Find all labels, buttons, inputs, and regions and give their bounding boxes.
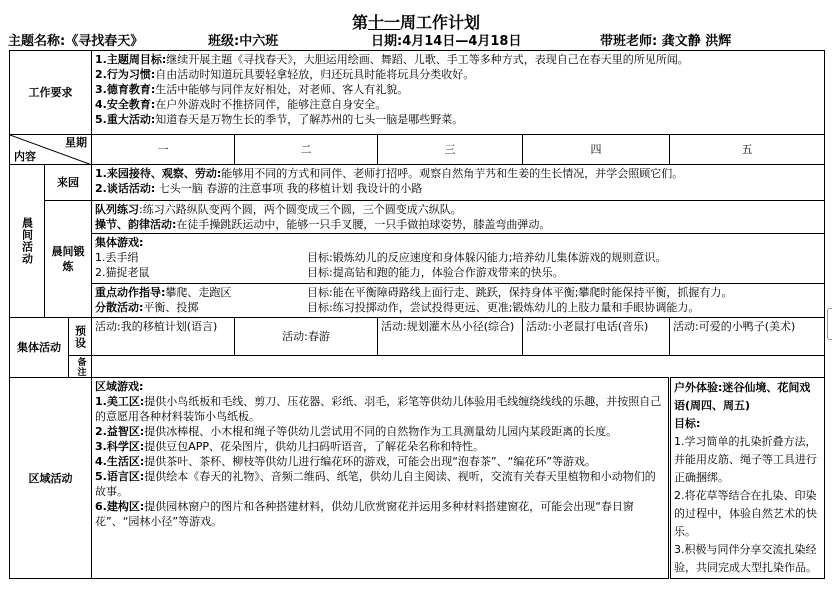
area-item: 3.科学区:提供豆包APP、花朵图片，供幼儿扫码听语音，了解花朵名称和特性。 <box>95 440 485 453</box>
group-activity-label: 集体活动 <box>10 318 69 378</box>
day-monday: 一 <box>92 135 235 165</box>
week-number: 十一 <box>367 13 400 32</box>
note-content <box>92 356 825 378</box>
activity-friday: 活动:可爱的小鸭子(美术) <box>670 318 825 356</box>
area-item: 6.建构区:提供园林窗户的图片和各种搭建材料，供幼儿欣赏窗花并运用多种材料搭建窗花，可能会出现“春日窗花”、“园林小径”等游戏。 <box>95 500 634 528</box>
note-label: 备注 <box>69 356 92 378</box>
week-label: 星期 <box>65 136 87 149</box>
requirement-item: 2.行为习惯:自由活动时知道玩具要轻拿轻放，归还玩具时能将玩具分类收好。 <box>95 68 475 81</box>
content-label: 内容 <box>14 150 36 163</box>
area-item: 5.语言区:提供绘本《春天的礼物》、音频二维码、纸笔，供幼儿自主阅读、视听，交流有关春天里植物和小动物们的故事。 <box>95 470 656 498</box>
requirement-item: 1.主题周目标:继续开展主题《寻找春天》，大胆运用绘画、舞蹈、儿歌、手工等多种方式，表现自己在春天里的所见所闻。 <box>95 53 689 66</box>
day-tuesday: 二 <box>235 135 378 165</box>
activity-tuesday: 活动:春游 <box>235 318 378 356</box>
group-games-content: 集体游戏: 1.丢手绢 目标:锻炼幼儿的反应速度和身体躲闪能力;培养幼儿集体游戏的规则意识。 2.猫捉老鼠 目标:提高钻和跑的能力，体验合作游戏带来的快乐。 <box>92 234 825 284</box>
date-range: 日期:4月14日—4月18日 <box>371 34 522 49</box>
day-wednesday: 三 <box>378 135 523 165</box>
area-item: 4.生活区:提供茶叶、茶杯、柳枝等供幼儿进行编花环的游戏，可能会出现“泡春茶”、“编花环”等游戏。 <box>95 455 597 468</box>
activity-monday: 活动:我的移植计划(语言) <box>92 318 235 356</box>
morning-label: 晨间活动 <box>10 165 45 318</box>
requirement-item: 4.安全教育:在户外游戏时不推挤同伴，能够注意自身安全。 <box>95 98 387 111</box>
preset-label: 预设 <box>69 318 92 356</box>
skills-content: 重点动作指导:攀爬、走跑区 目标:能在平衡障碍路线上面行走、跳跃，保持身体平衡;攀爬时能保持平衡，抓握有力。 分散活动:平衡、投掷 目标:练习投掷动作，尝试投得更远、更准;锻炼幼儿的上肢力量和手眼协调能力。 <box>92 284 825 318</box>
arrival-label: 来园 <box>45 165 92 201</box>
day-thursday: 四 <box>523 135 670 165</box>
requirement-item: 3.德育教育:生活中能够与同伴友好相处，对老师、客人有礼貌。 <box>95 83 409 96</box>
week-content-header <box>10 135 92 165</box>
requirements-content <box>92 51 825 135</box>
outdoor-content: 户外体验:迷谷仙境、花间戏语(周四、周五) 目标: 1.学习简单的扎染折叠方法，并能用皮筋、绳子等工具进行正确捆绑。 2.将花草等结合在扎染、印染的过程中，体验自然艺术的快乐。 3.积极与同伴分享交流扎染经验，共同完成大型扎染作品。 <box>670 378 825 579</box>
activity-wednesday: 活动:规划灌木丛小径(综合) <box>378 318 523 356</box>
page-title: 第十一周工作计划 <box>351 13 481 32</box>
info-bar <box>8 30 826 49</box>
area-games-content: 区域游戏: 1.美工区:提供小鸟纸板和毛线、剪刀、压花器、彩纸、羽毛，彩笔等供幼儿体验用毛线缠绕线线的乐趣，并按照自己的意愿用各种材料装饰小鸟纸板。 2.益智区:提供冰棒棍、小木棍和绳子等供幼儿尝试用不同的自然物作为工具测量幼儿园内某段距离的长度。 3.科学区:提供豆包APP、花朵图片，供幼儿扫码听语音，了解花朵名称和特性。 4.生活区:提供茶叶、茶杯、柳枝等供幼儿进行编花环的游戏，可能会出现“泡春茶”、“编花环”等游戏。 5.语言区:提供绘本《春天的礼物》、音频二维码、纸笔，供幼儿自主阅读、视听，交流有关春天里植物和小动物们的故事。 6.建构区:提供园林窗户的图片和各种搭建材料，供幼儿欣赏窗花并运用多种材料搭建窗花，可能会出现“春日窗花”、“园林小径”等游戏。 <box>92 378 670 579</box>
formation-content: 队列练习:练习六路纵队变两个圆，两个圆变成三个圆，三个圆变成六纵队。 操节、韵律活动:在徒手操跳跃运动中，能够一只手叉腰，一只手做拍球姿势，膝盖弯曲弹动。 <box>92 201 825 234</box>
theme-name: 主题名称:《寻找春天》 <box>8 34 144 49</box>
class-name: 班级:中六班 <box>208 34 279 49</box>
plan-table <box>9 50 825 579</box>
teachers: 带班老师: 龚文静 洪辉 <box>600 34 732 49</box>
arrival-content: 1.来园接待、观察、劳动:能够用不同的方式和同伴、老师打招呼。观察自然角芋艿和生姜的生长情况，并学会照顾它们。 2.谈话活动: 七头一脑 春游的注意事项 我的移植计划 我设计的小路 <box>92 165 825 201</box>
area-label: 区域活动 <box>10 378 92 579</box>
area-item: 2.益智区:提供冰棒棍、小木棍和绳子等供幼儿尝试用不同的自然物作为工具测量幼儿园内某段距离的长度。 <box>95 425 618 438</box>
requirement-item: 5.重大活动:知道春天是万物生长的季节，了解苏州的七头一脑是哪些野菜。 <box>95 113 464 126</box>
scroll-handle[interactable] <box>827 308 832 340</box>
day-friday: 五 <box>670 135 825 165</box>
activity-thursday: 活动:小老鼠打电话(音乐) <box>523 318 670 356</box>
requirements-label: 工作要求 <box>10 51 92 135</box>
exercise-label: 晨间锻炼 <box>45 201 92 318</box>
area-item: 1.美工区:提供小鸟纸板和毛线、剪刀、压花器、彩纸、羽毛，彩笔等供幼儿体验用毛线缠绕线线的乐趣，并按照自己的意愿用各种材料装饰小鸟纸板。 <box>95 395 662 423</box>
